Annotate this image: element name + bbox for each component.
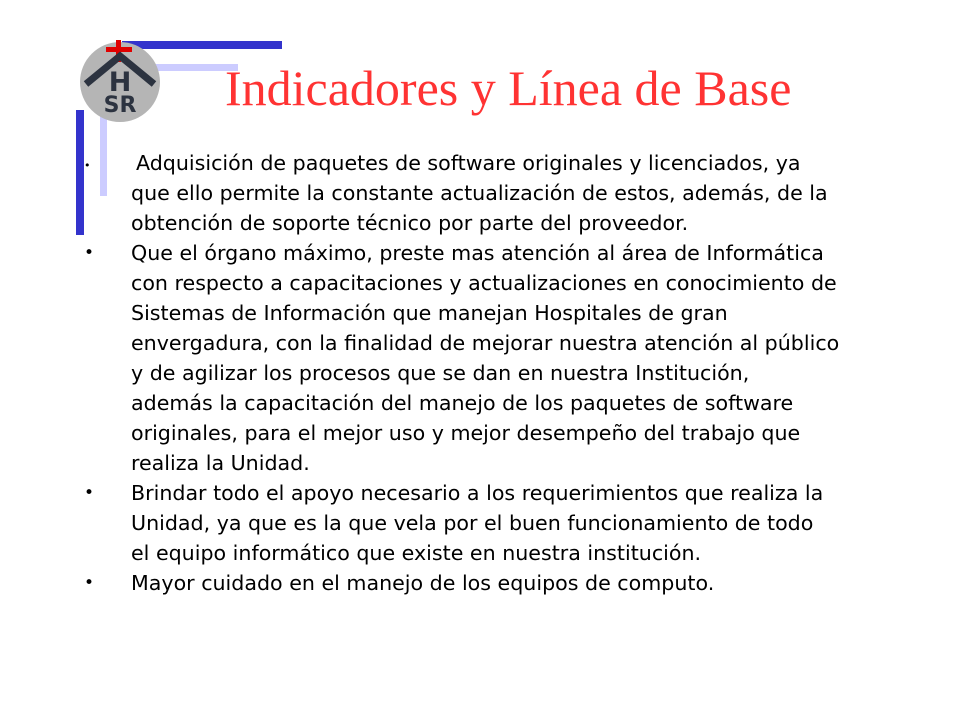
bullet-item [84, 238, 944, 478]
bullet-text: Adquisición de paquetes de software originales y licenciados, ya que ello permite la constante actualización de estos, además, de la obtención de soporte técnico por parte del proveedor. [131, 151, 828, 235]
bullet-list [84, 148, 944, 598]
bullet-icon: • [84, 573, 95, 593]
bullet-item [84, 568, 944, 598]
bullet-text: Que el órgano máximo, preste mas atención al área de Informática con respecto a capacitaciones y actualizaciones en conocimiento de Sistemas de Información que manejan Hospitales de gran envergadura, con la finalidad de mejorar nuestra atención al público y de agilizar los procesos que se dan en nuestra Institución, además la capacitación del manejo de los paquetes de software originales, para el mejor uso y mejor desempeño del trabajo que realiza la Unidad. [131, 241, 840, 475]
bullet-text: Mayor cuidado en el manejo de los equipos de computo. [131, 571, 715, 595]
bullet-icon: • [84, 483, 95, 503]
hospital-logo [80, 38, 164, 122]
logo-letters-sr: SR [103, 93, 137, 118]
bullet-item [84, 148, 944, 238]
bullet-item [84, 478, 944, 568]
bullet-icon: • [84, 243, 95, 263]
logo-cross-horizontal [106, 47, 132, 52]
slide-title: Indicadores y Línea de Base [225, 60, 792, 116]
logo-letter-h: H [108, 67, 132, 98]
bullet-text: Brindar todo el apoyo necesario a los requerimientos que realiza la Unidad, ya que es la que vela por el buen funcionamiento de todo el equipo informático que existe en nuestra institución. [131, 481, 824, 565]
decorative-bar-left [76, 110, 84, 235]
bullet-icon: • [84, 159, 91, 172]
